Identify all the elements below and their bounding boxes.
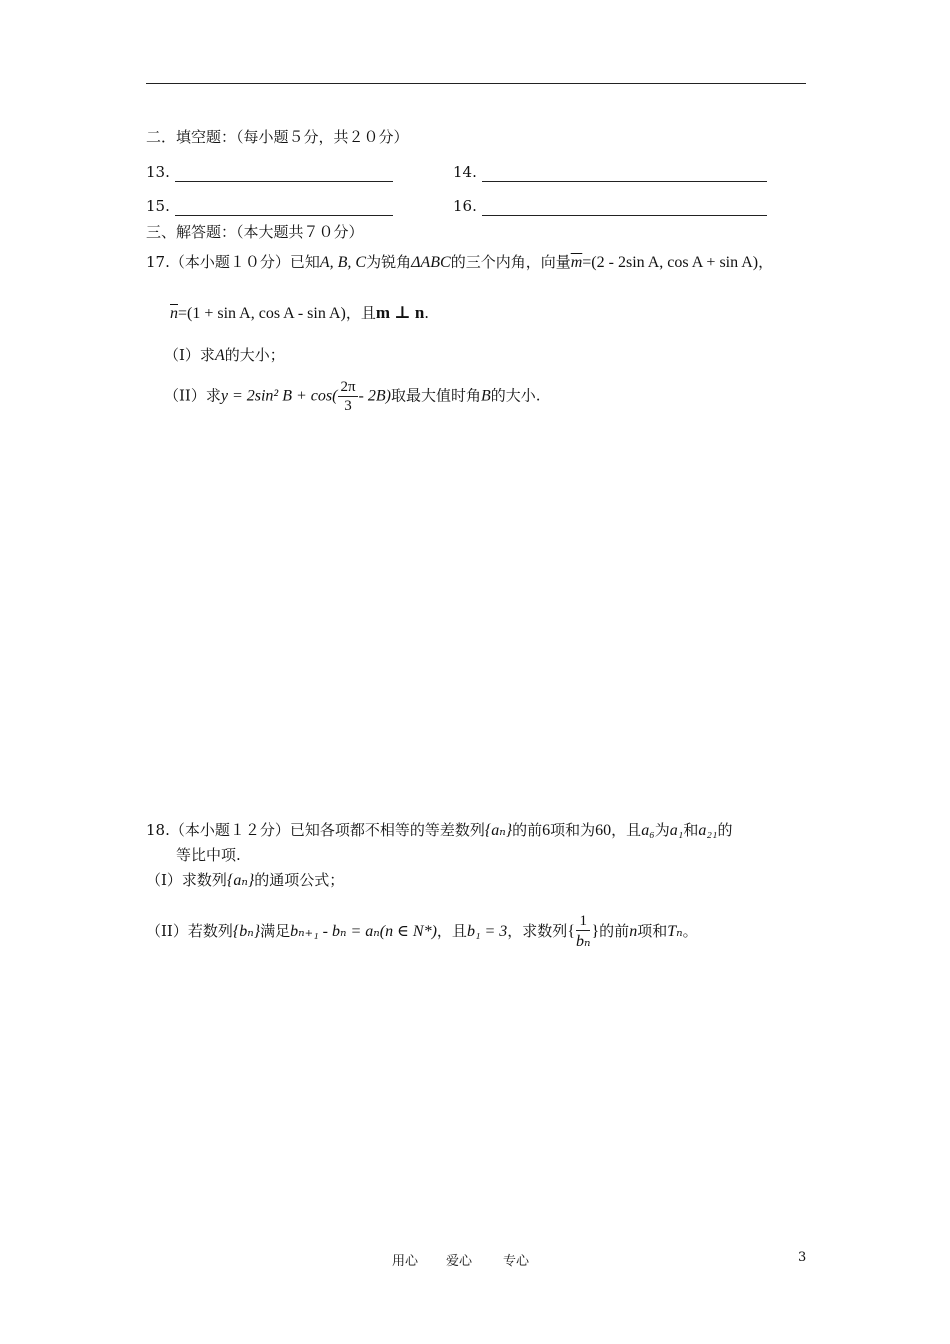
p17-part2-fraction [338, 378, 357, 415]
p17-part2-num: 2π [340, 379, 356, 395]
p18-a6: a₆ [641, 822, 655, 839]
question-15 [146, 196, 393, 216]
p17-comma: ， [758, 253, 774, 271]
q15-label: 15. [146, 197, 170, 215]
p18-six: 6 [542, 822, 551, 839]
p17-given3: 的三个内角，向量 [450, 253, 571, 271]
p17-cond-pre: ，且 [345, 304, 376, 322]
answer-blank-15[interactable] [175, 201, 393, 216]
q13-label: 13. [146, 163, 170, 181]
p18-part2-den: bₙ [576, 933, 591, 950]
p18-part2-num: 1 [576, 912, 590, 931]
answer-blank-14[interactable] [482, 167, 767, 182]
p18-brace-close: } [591, 923, 600, 940]
p18-part2-T: Tₙ [667, 923, 683, 940]
problem-17-line1 [146, 252, 773, 273]
p18-part2-label: （II）若数列 [146, 922, 233, 940]
q14-label: 14. [453, 163, 477, 181]
p17-part2-end2: 的大小. [490, 386, 541, 405]
page-number: 3 [798, 1250, 807, 1265]
problem-18-line2: 等比中项. [176, 846, 241, 864]
p17-part2-label: （II）求 [164, 386, 221, 405]
question-14 [453, 162, 767, 182]
p18-part2-recurrence: bₙ₊₁ - bₙ = aₙ(n ∈ N*) [290, 923, 437, 940]
problem-17-line2 [170, 303, 429, 324]
section3-heading: 三、解答题：（本大题共７０分） [146, 223, 364, 241]
p18-text4: ，且 [611, 821, 642, 839]
p17-part1-var: A [214, 347, 225, 364]
p18-part2-text2: ，且 [436, 922, 467, 940]
p17-cond-end: . [424, 304, 430, 322]
footer-motto-1: 用心 [392, 1254, 419, 1269]
p17-n-vector: $\overline{n}$ [170, 305, 178, 322]
p18-seq-a: {aₙ} [484, 822, 513, 839]
p17-m-expr: =(2 - 2sin A, cos A + sin A) [582, 254, 759, 271]
problem-17-part1 [164, 345, 285, 366]
p18-text6: 和 [683, 821, 699, 839]
p17-n-expr: =(1 + sin A, cos A - sin A) [178, 305, 346, 322]
problem-18-part1 [146, 870, 344, 891]
p18-part2-end: 。 [682, 922, 698, 940]
p18-part1-seq: {aₙ} [226, 872, 255, 889]
p17-part2-expr1: y = 2sin² B + cos( [220, 387, 338, 405]
p18-part2-text3: ，求数列 [507, 922, 568, 940]
p18-text5: 为 [654, 821, 670, 839]
section2-heading: 二．填空题：（每小题５分，共２０分） [146, 128, 409, 146]
p18-text7: 的 [717, 821, 733, 839]
p17-given2: 为锐角 [366, 253, 412, 271]
p17-triangle: ΔABC [411, 254, 451, 271]
p17-part2-var: B [480, 387, 491, 405]
p17-part1-label: （I）求 [164, 346, 215, 364]
question-16 [453, 196, 767, 216]
p18-text2: 的前 [512, 821, 543, 839]
top-rule [146, 83, 806, 84]
question-13 [146, 162, 393, 182]
p17-condition: m ⊥ n [375, 303, 425, 322]
p17-given: A, B, C [319, 254, 367, 271]
p17-part2-expr2: - 2B) [358, 387, 391, 405]
p18-part2-text: 满足 [260, 922, 291, 940]
problem-18-line1 [146, 820, 732, 841]
p18-part1-label: （I）求数列 [146, 871, 227, 889]
p18-part1-end: 的通项公式； [254, 871, 345, 889]
p18-text3: 项和为 [550, 821, 596, 839]
problem-17-part2 [164, 378, 541, 415]
p18-part2-seq: {bₙ} [232, 923, 261, 940]
p17-m-vector: $\overline{m}$ [570, 254, 583, 271]
p18-a21: a₂₁ [698, 822, 718, 839]
p18-part2-init: b₁ = 3 [466, 923, 508, 940]
p18-brace-open: { [567, 923, 575, 940]
footer-motto-2: 爱心 [446, 1254, 473, 1269]
p18-part2-text4: 的前 [599, 922, 630, 940]
p17-part2-end: 取最大值时角 [390, 386, 481, 405]
p18-a1: a₁ [669, 822, 684, 839]
answer-blank-13[interactable] [175, 167, 393, 182]
footer-motto-3: 专心 [503, 1254, 530, 1269]
answer-blank-16[interactable] [482, 201, 767, 216]
p18-part2-fraction [576, 912, 590, 952]
problem-18-part2 [146, 912, 698, 952]
q16-label: 16. [453, 197, 477, 215]
p17-part1-end: 的大小； [224, 346, 285, 364]
p18-sixty: 60 [595, 822, 612, 839]
p18-part2-text5: 项和 [637, 922, 668, 940]
p18-part2-n: n [629, 923, 638, 940]
p17-part2-den: 3 [344, 398, 352, 414]
p17-intro: 17.（本小题１０分）已知 [146, 253, 320, 271]
p18-intro: 18.（本小题１２分）已知各项都不相等的等差数列 [146, 821, 485, 839]
